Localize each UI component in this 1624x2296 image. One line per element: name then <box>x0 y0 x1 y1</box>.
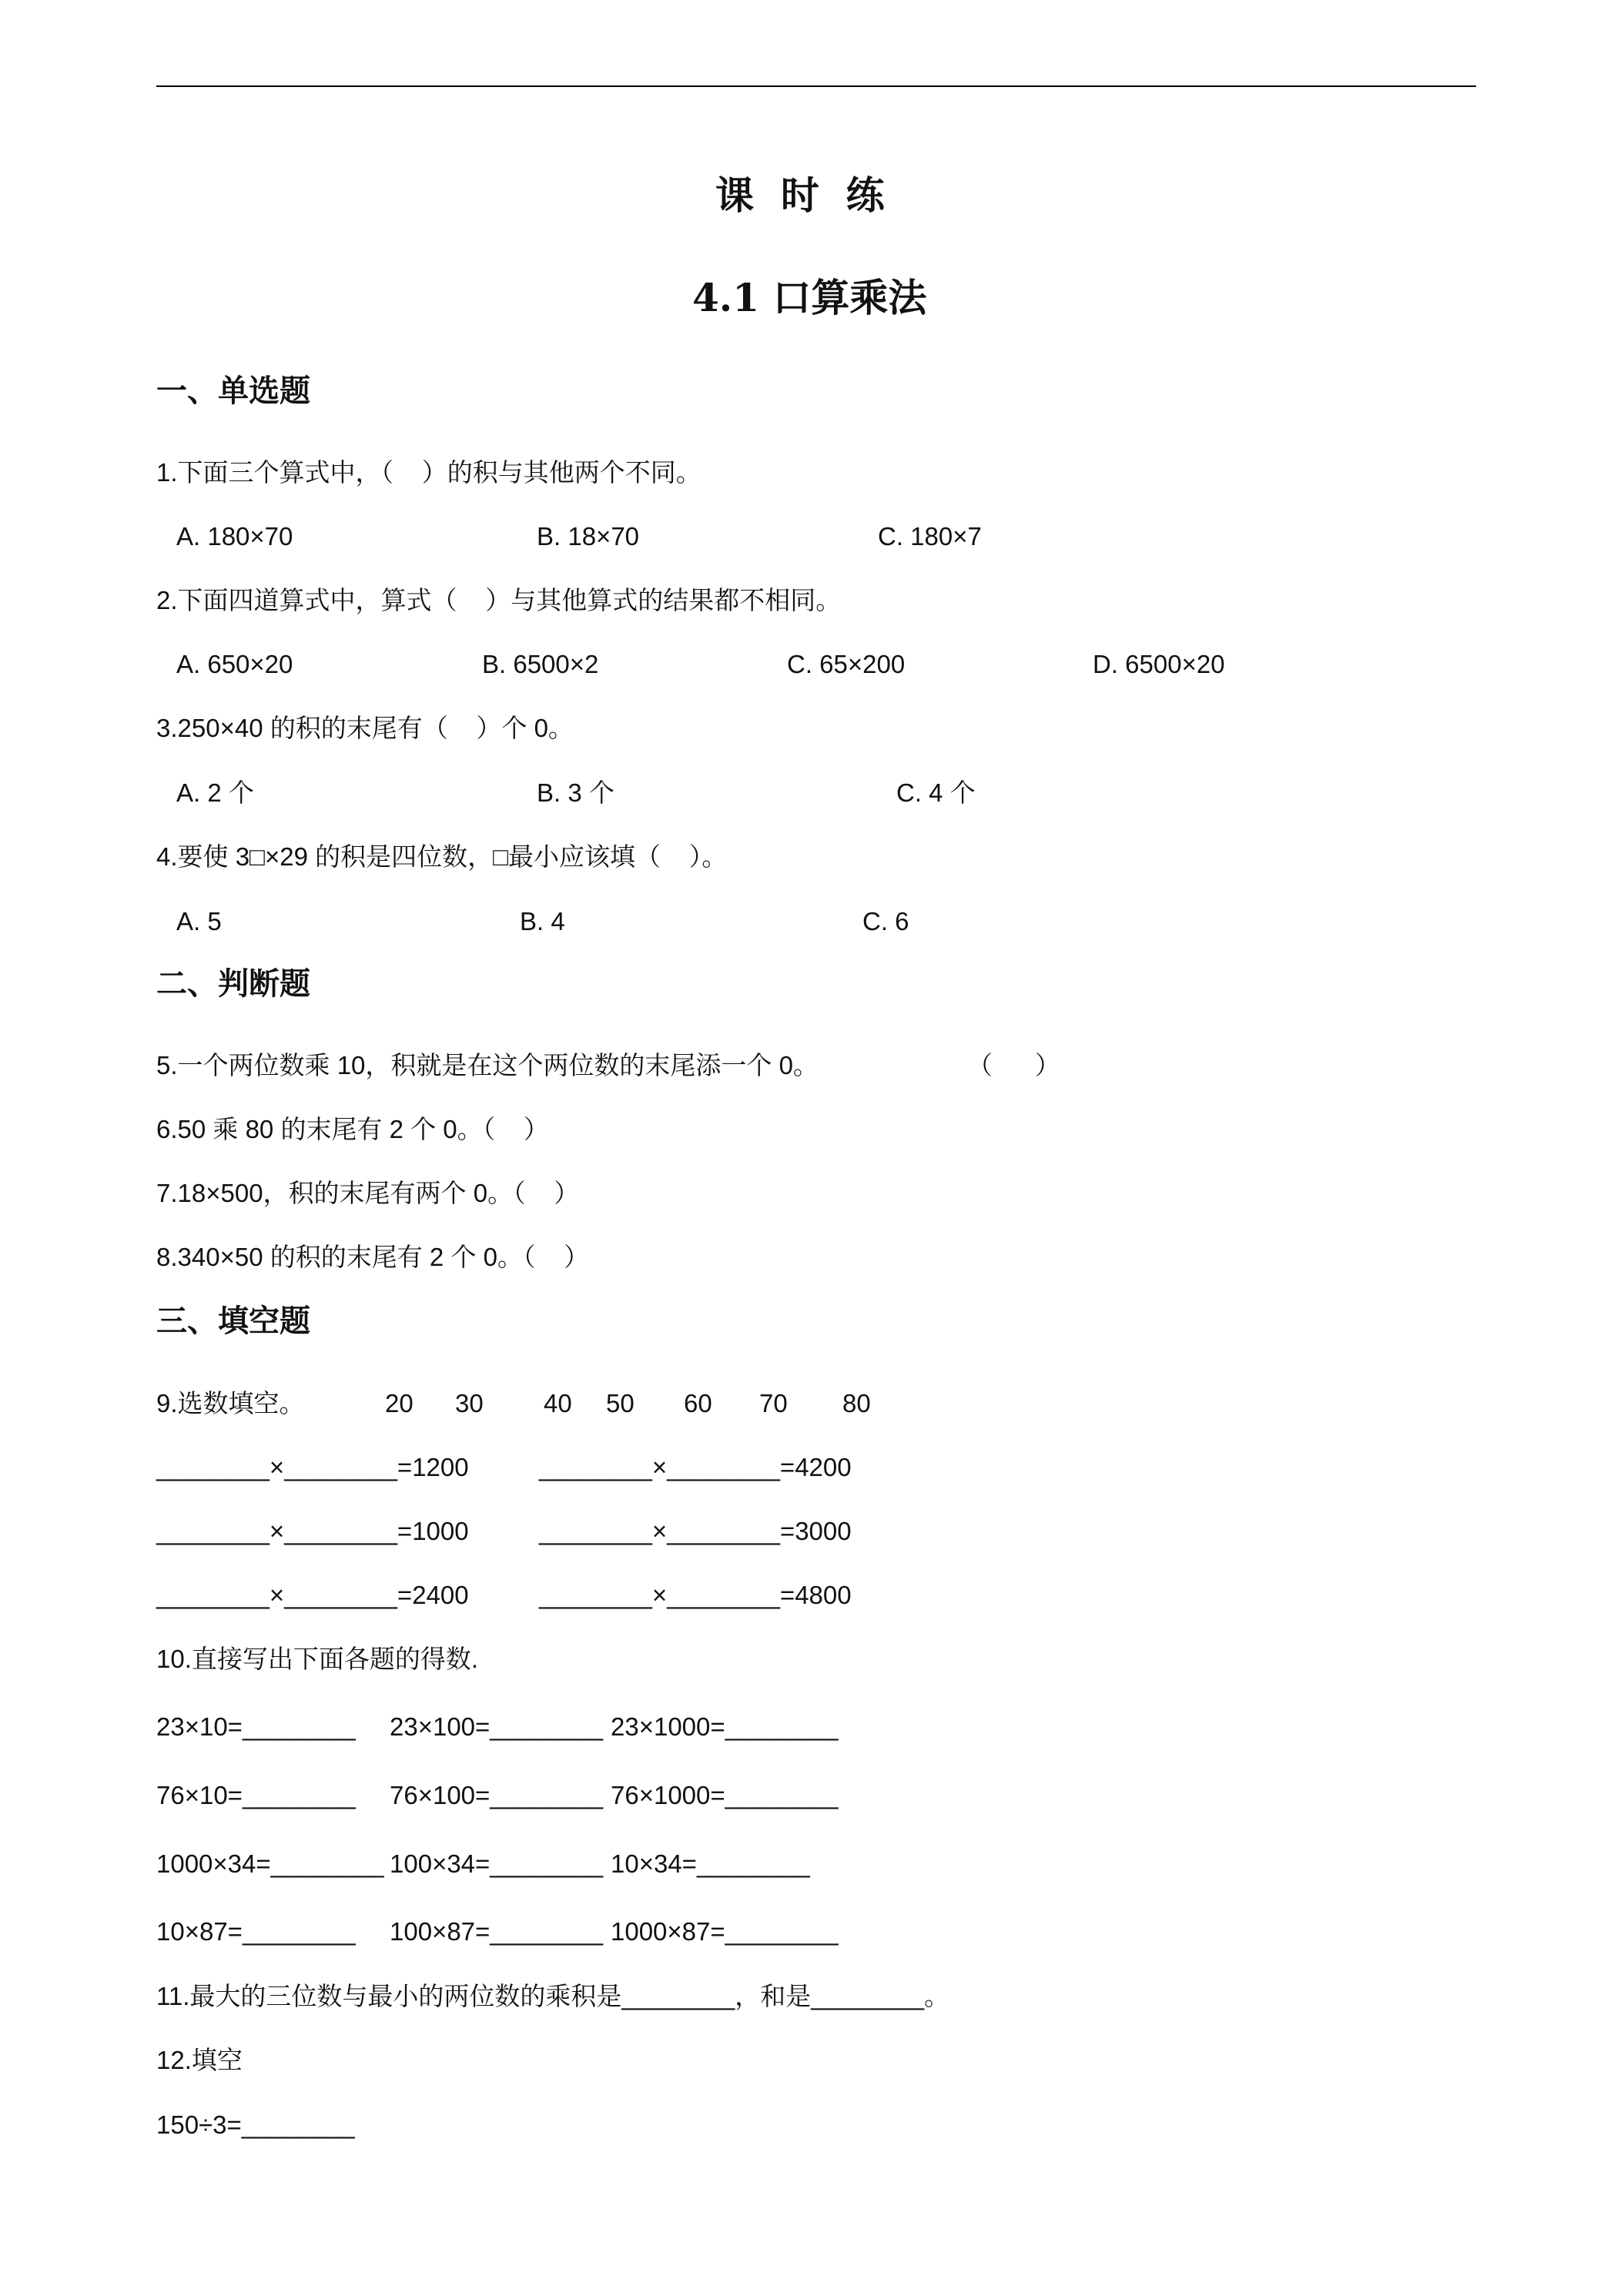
page-title: 课 时 练 <box>715 172 885 218</box>
q12-item: 150÷3=________ <box>156 2110 355 2139</box>
q1-option-c: C. 180×7 <box>878 522 982 551</box>
q10-item: 10×34=________ <box>611 1849 810 1878</box>
q2-option-b: B. 6500×2 <box>482 650 599 678</box>
lesson-title: 4.1 口算乘法 <box>692 275 927 320</box>
q3-option-a: A. 2 个 <box>176 778 254 807</box>
q9-blank-row: ________×________=4200 <box>539 1453 852 1481</box>
q2-option-d: D. 6500×20 <box>1093 650 1225 678</box>
q3-option-c: C. 4 个 <box>896 778 976 807</box>
q9-number: 80 <box>842 1389 871 1417</box>
question-12-label: 12.填空 <box>156 2046 243 2074</box>
q9-number: 50 <box>606 1389 635 1417</box>
q10-item: 76×1000=________ <box>611 1781 839 1809</box>
q1-option-b: B. 18×70 <box>537 522 640 551</box>
section-heading-fill-blank: 三、填空题 <box>156 1303 310 1339</box>
q10-item: 23×10=________ <box>156 1712 356 1741</box>
q3-option-b: B. 3 个 <box>537 778 614 807</box>
q10-item: 23×100=________ <box>390 1712 604 1741</box>
question-11: 11.最大的三位数与最小的两位数的乘积是________，和是________。 <box>156 1982 950 2010</box>
section-heading-true-false: 二、判断题 <box>156 966 310 1002</box>
q10-item: 1000×34=________ <box>156 1849 384 1878</box>
question-8: 8.340×50 的积的末尾有 2 个 0。（ ） <box>156 1243 590 1271</box>
q10-item: 100×34=________ <box>390 1849 604 1878</box>
q9-number: 20 <box>385 1389 414 1417</box>
q9-blank-row: ________×________=2400 <box>156 1581 469 1609</box>
q10-item: 23×1000=________ <box>611 1712 839 1741</box>
q2-option-a: A. 650×20 <box>176 650 293 678</box>
question-9-label: 9.选数填空。 <box>156 1389 305 1417</box>
q9-blank-row: ________×________=1200 <box>156 1453 469 1481</box>
q4-option-c: C. 6 <box>862 907 909 935</box>
q9-blank-row: ________×________=3000 <box>539 1517 852 1545</box>
question-10-label: 10.直接写出下面各题的得数. <box>156 1645 479 1673</box>
q10-item: 10×87=________ <box>156 1917 356 1946</box>
question-7: 7.18×500，积的末尾有两个 0。（ ） <box>156 1179 580 1207</box>
q9-number: 30 <box>455 1389 484 1417</box>
q10-item: 1000×87=________ <box>611 1917 839 1946</box>
q4-option-b: B. 4 <box>520 907 565 935</box>
q10-item: 100×87=________ <box>390 1917 604 1946</box>
q10-item: 76×10=________ <box>156 1781 356 1809</box>
q10-item: 76×100=________ <box>390 1781 604 1809</box>
q9-number: 40 <box>544 1389 572 1417</box>
q2-option-c: C. 65×200 <box>787 650 906 678</box>
question-4: 4.要使 3□×29 的积是四位数，□最小应该填（ ）。 <box>156 842 728 871</box>
question-2: 2.下面四道算式中，算式（ ）与其他算式的结果都不相同。 <box>156 586 842 614</box>
q9-number: 70 <box>759 1389 788 1417</box>
question-6: 6.50 乘 80 的末尾有 2 个 0。（ ） <box>156 1115 549 1143</box>
q9-number: 60 <box>684 1389 712 1417</box>
q4-option-a: A. 5 <box>176 907 222 935</box>
q1-option-a: A. 180×70 <box>176 522 293 551</box>
header-rule <box>156 85 1476 87</box>
q9-blank-row: ________×________=1000 <box>156 1517 469 1545</box>
section-heading-single-choice: 一、单选题 <box>156 373 310 409</box>
question-1: 1.下面三个算式中，（ ）的积与其他两个不同。 <box>156 458 702 487</box>
question-5: 5.一个两位数乘 10，积就是在这个两位数的末尾添一个 0。 <box>156 1051 819 1079</box>
question-3: 3.250×40 的积的末尾有（ ）个 0。 <box>156 714 574 742</box>
q9-blank-row: ________×________=4800 <box>539 1581 852 1609</box>
q5-answer-bracket: （ ） <box>967 1051 1061 1079</box>
